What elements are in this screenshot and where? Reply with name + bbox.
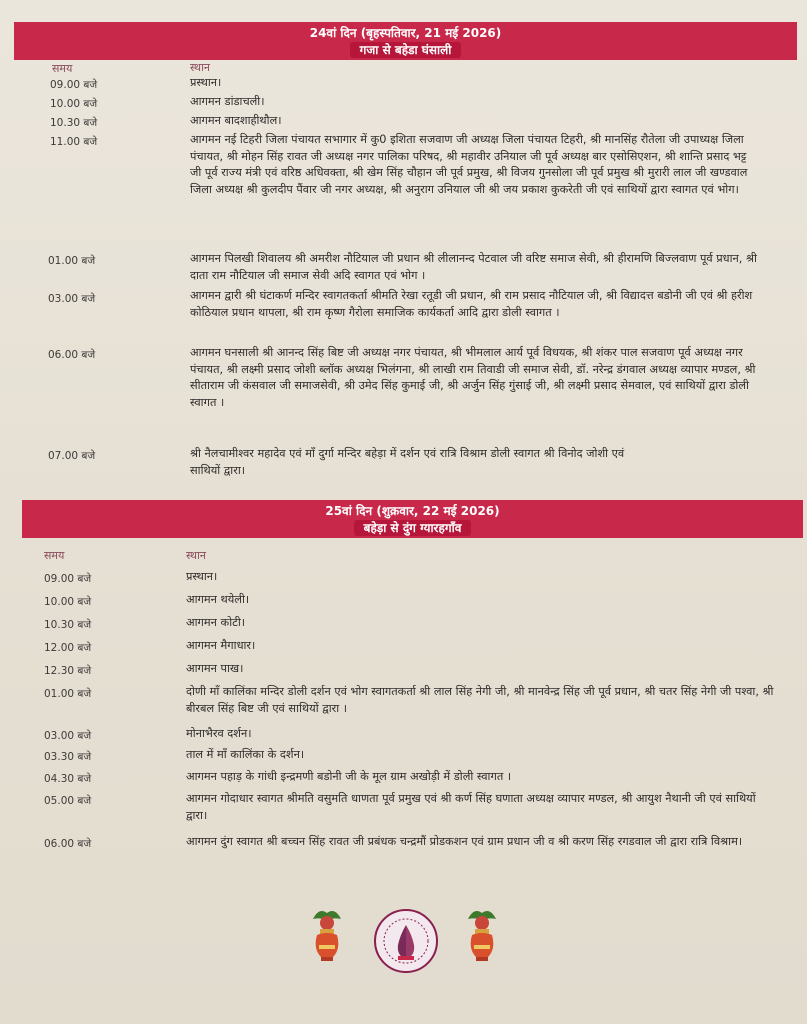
- day24-time-6: 06.00 बजे: [48, 349, 96, 361]
- day24-time-1: 10.00 बजे: [50, 98, 98, 110]
- day25-place-3: आगमन मैगाधार।: [186, 639, 256, 652]
- day25-time-10: 06.00 बजे: [44, 838, 92, 850]
- day24-time-0: 09.00 बजे: [50, 79, 98, 91]
- day24-place-6: आगमन घनसाली श्री आनन्द सिंह बिष्ट जी अध्यक्ष नगर पंचायत, श्री भीमलाल आर्य पूर्व विधयक, श्री शंकर पाल सजवाण पूर्व अध्यक्ष नगर पंचायत, श्री लक्ष्मी प्रसाद जोशी ब्लॉक अध्यक्ष भिलंगना, श्री लाखी राम तिवाडी जी समाज सेवी, डॉ. नरेन्द्र डंगवाल अध्यक्ष व्यापार मण्डल, श्री सीताराम जी कंसवाल जी समाजसेवी, श्री उमेद सिंह कुमाई जी, श्री अर्जुन सिंह गुंसाई जी, श्री लक्ष्मी प्रसाद सेमवाल, एवं साथियों द्वारा डोली स्वागत ।: [190, 346, 756, 409]
- day24-place-3: आगमन नई टिहरी जिला पंचायत सभागार में कु0 इशिता सजवाण जी अध्यक्ष जिला पंचायत टिहरी, श्री मानसिंह रौतेला जी उपाध्यक्ष जिला पंचायत, श्री मोहन सिंह रावत जी अध्यक्ष नगर पालिका परिषद, श्री महावीर उनियाल जी पूर्व अध्यक्ष बार एसोसिएशन, श्री शान्ति प्रसाद भट्ट जी पूर्व राज्य मंत्री एवं वरिष्ठ अधिवक्ता, श्री खेम सिंह चौहान जी पूर्व प्रमुख, श्री विजय गुनसोला जी पूर्व प्रमुख श्री मुरारी लाल जी खण्डवाल जिला अध्यक्ष श्री कुलदीप पैंवार जी नगर अध्यक्ष, श्री अनुराग उनियाल जी श्री जय प्रकाश कुकरेती जी एवं साथियों द्वारा स्वागत एवं भोग।: [190, 133, 748, 196]
- day25-time-4: 12.30 बजे: [44, 665, 92, 677]
- day24-col-place: स्थान: [190, 61, 211, 74]
- day24-place-4: आगमन पिलखी शिवालय श्री अमरीश नौटियाल जी प्रधान श्री लीलानन्द पेटवाल जी वरिष्ट समाज सेवी, श्री हीरामणि बिज्लवाण पूर्व प्रधान, श्री दाता राम नौटियाल जी समाज सेवी अदि स्वागत एवं भोग ।: [190, 252, 757, 282]
- day24-time-5: 03.00 बजे: [48, 293, 96, 305]
- day25-time-2: 10.30 बजे: [44, 619, 92, 631]
- hands-icon: [376, 911, 436, 971]
- day25-banner: [22, 500, 803, 538]
- day25-time-1: 10.00 बजे: [44, 596, 92, 608]
- day25-place-10: आगमन दुंग स्वागत श्री बच्चन सिंह रावत जी प्रबंधक चन्द्रमौं प्रोडकशन एवं ग्राम प्रधान जी व श्री करण सिंह रगडवाल जी द्वारा रात्रि विश्राम।: [186, 835, 743, 848]
- day25-time-0: 09.00 बजे: [44, 573, 92, 585]
- namaste-emblem-icon: [374, 909, 438, 973]
- day24-col-time: समय: [52, 62, 73, 75]
- kalash-icon: [305, 905, 349, 965]
- day25-place-9: आगमन गोदाधार स्वागत श्रीमति वसुमति धाणता पूर्व प्रमुख एवं श्री कर्ण सिंह घणाता अध्यक्ष व्यापार मण्डल, श्री आयुश नैथानी जी एवं साथियों द्वारा।: [186, 792, 756, 822]
- day25-place-7: ताल में माँ कालिंका के दर्शन।: [186, 748, 305, 761]
- day24-place-1: आगमन डांडाचली।: [190, 95, 265, 108]
- day25-col-place: स्थान: [186, 549, 207, 562]
- day25-place-8: आगमन पहाड़ के गांधी इन्द्रमणी बडोनी जी के मूल ग्राम अखोड़ी में डोली स्वागत ।: [186, 770, 512, 783]
- day25-time-8: 04.30 बजे: [44, 773, 92, 785]
- day24-place-5: आगमन द्वारी श्री घंटाकर्ण मन्दिर स्वागतकर्ता श्रीमति रेखा रतूडी जी प्रधान, श्री राम प्रसाद नौटियाल जी, श्री विद्यादत्त बडोनी जी एवं श्री हरीश कोठियाल प्रधान थापला, श्री राम कृष्ण गैरोला समाजिक कार्यकर्ता आदि द्वारा डोली स्वागत ।: [190, 289, 753, 319]
- day25-time-6: 03.00 बजे: [44, 730, 92, 742]
- day24-route: गजा से बहेडा घंसाली: [350, 42, 462, 58]
- day25-time-9: 05.00 बजे: [44, 795, 92, 807]
- day24-place-2: आगमन बादशाहीथौल।: [190, 114, 282, 127]
- day25-place-4: आगमन पाख।: [186, 662, 244, 675]
- day24-place-7: श्री नैलचामीश्वर महादेव एवं माँ दुर्गा मन्दिर बहेड़ा में दर्शन एवं रात्रि विश्राम डोली स्वागत श्री विनोद जोशी एवं साथियों द्वारा।: [190, 447, 625, 477]
- kalash-icon: [460, 905, 504, 965]
- day25-col-time: समय: [44, 549, 65, 562]
- day25-time-3: 12.00 बजे: [44, 642, 92, 654]
- day25-place-2: आगमन कोटी।: [186, 616, 246, 629]
- day25-place-1: आगमन थयेली।: [186, 593, 250, 606]
- day24-time-4: 01.00 बजे: [48, 255, 96, 267]
- day25-title: 25वां दिन (शुक्रवार, 22 मई 2026): [325, 504, 500, 518]
- day24-time-3: 11.00 बजे: [50, 136, 98, 148]
- day25-time-5: 01.00 बजे: [44, 688, 92, 700]
- day24-time-7: 07.00 बजे: [48, 450, 96, 462]
- day25-place-6: मोनाभैरव दर्शन।: [186, 727, 252, 740]
- day24-place-0: प्रस्थान।: [190, 76, 222, 89]
- day24-title: 24वां दिन (बृहस्पतिवार, 21 मई 2026): [309, 26, 502, 40]
- day25-route: बहेड़ा से दुंग ग्यारहगाँव: [354, 520, 472, 536]
- day24-time-2: 10.30 बजे: [50, 117, 98, 129]
- day25-place-5: दोणी माँ कालिंका मन्दिर डोली दर्शन एवं भोग स्वागतकर्ता श्री लाल सिंह नेगी जी, श्री मानवेन्द्र सिंह जी पूर्व प्रधान, श्री चतर सिंह नेगी जी पश्वा, श्री बीरबल सिंह बिष्ट जी एवं साथियों द्वारा ।: [186, 685, 774, 715]
- day25-place-0: प्रस्थान।: [186, 570, 218, 583]
- day25-time-7: 03.30 बजे: [44, 751, 92, 763]
- day24-banner: [14, 22, 797, 60]
